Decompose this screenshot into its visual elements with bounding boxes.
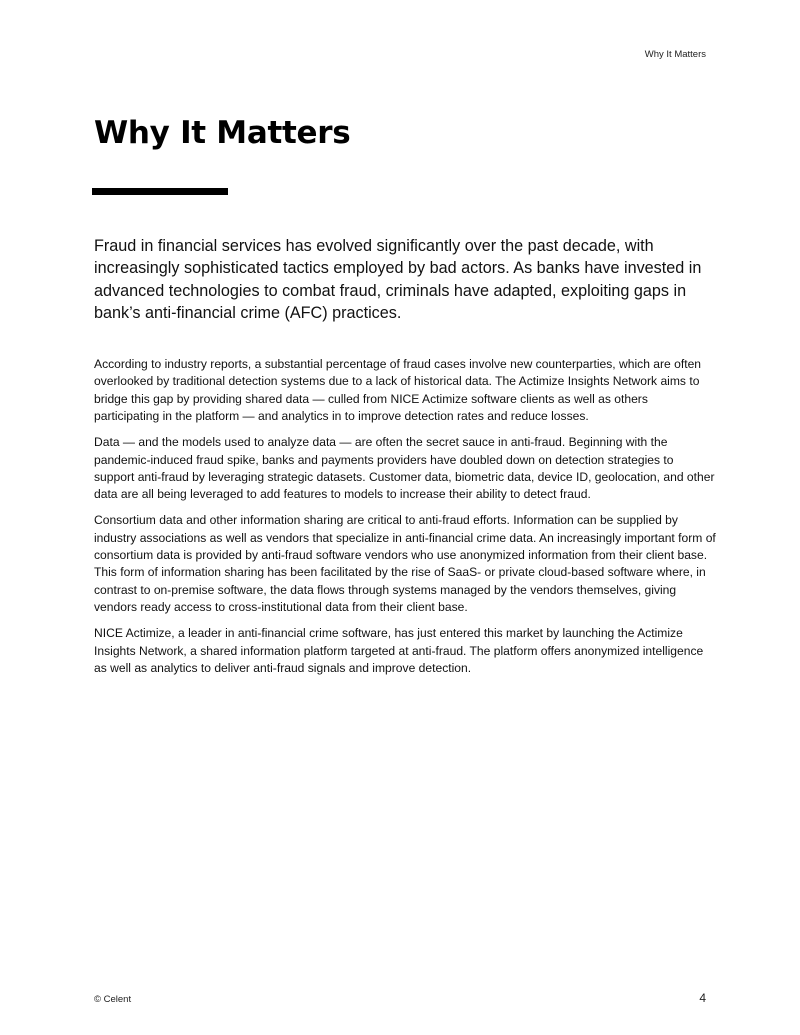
page-number: 4 xyxy=(699,991,706,1005)
footer-copyright: © Celent xyxy=(94,994,132,1005)
body-paragraph: According to industry reports, a substantial percentage of fraud cases involve new counterparties, which are often overlooked by traditional detection systems due to a lack of historical data. The Actimize Insights Network aims to bridge this gap by providing shared data — culled from NICE Actimize software clients as well as others participating in the platform — and analytics in to improve detection rates and reduce losses. xyxy=(94,357,702,424)
lead-paragraph: Fraud in financial services has evolved significantly over the past decade, with increasingly sophisticated tactics employed by bad actors. As banks have invested in advanced technologies to combat fraud, criminals have adapted, exploiting gaps in bank’s anti-financial crime (AFC) practices. xyxy=(94,237,702,322)
body-paragraph: NICE Actimize, a leader in anti-financial crime software, has just entered this market by launching the Actimize Insights Network, a shared information platform targeted at anti-fraud. The platform offers anonymized intelligence as well as analytics to deliver anti-fraud signals and improve detection. xyxy=(94,626,704,675)
title-underline-rule xyxy=(92,188,228,195)
running-header: Why It Matters xyxy=(644,49,706,60)
body-paragraph: Data — and the models used to analyze data — are often the secret sauce in anti-fraud. Beginning with the pandemic-induced fraud spike, banks and payments providers have doubled down on detection strategies to support anti-fraud by leveraging strategic datasets. Customer data, biometric data, device ID, geolocation, and other data are all being leveraged to add features to models to increase their ability to detect fraud. xyxy=(94,435,715,502)
body-paragraph: Consortium data and other information sharing are critical to anti-fraud efforts. Information can be supplied by industry associations as well as vendors that specialize in anti-financial crime data. An increasingly important form of consortium data is provided by anti-fraud software vendors who use anonymized information from their client base. This form of information sharing has been facilitated by the rise of SaaS- or private cloud-based software where, in contrast to on-premise software, the data flows through systems managed by the vendors themselves, giving vendors ready access to cross-institutional data from their client base. xyxy=(94,513,716,615)
body-text xyxy=(94,356,716,686)
page-title: Why It Matters xyxy=(94,115,351,151)
